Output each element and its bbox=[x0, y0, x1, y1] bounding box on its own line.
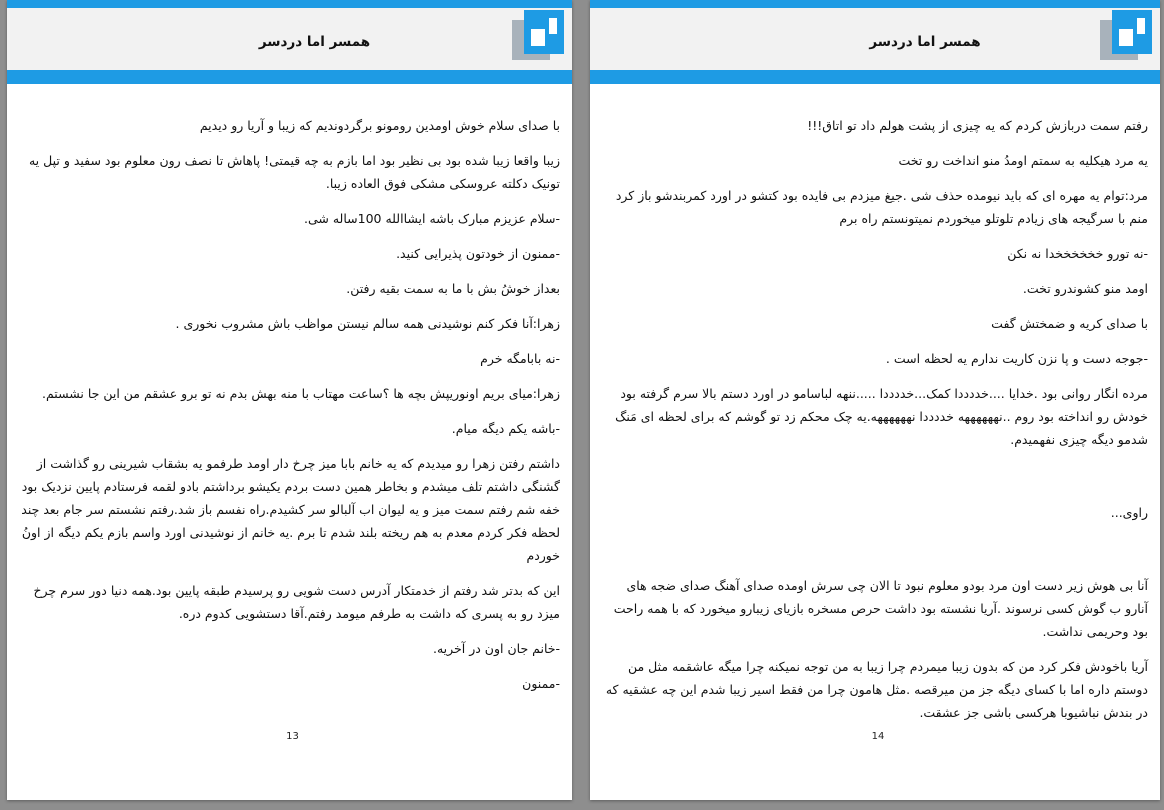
paragraph: -خانم جان اون در آخریه. bbox=[433, 641, 560, 656]
publisher-logo-icon bbox=[1100, 10, 1152, 60]
paragraph: آریا باخودش فکر کرد من که بدون زیبا میمردم چرا زیبا به من توجه نمیکنه چرا میگه عاشقمه مثل من دوستم داره اما با کسای دیگه جز من میرقصه .مثل هامون چرا من فقط اسیر زیبا شدم این چه عشقیه که در بندش نباشیوبا هرکسی باشی جز عشقت. bbox=[605, 659, 1148, 720]
paragraph: -نه تورو خخخخخخدا نه نکن bbox=[1007, 246, 1148, 261]
paragraph: بعداز خوشُ بش با ما به سمت بقیه رفتن. bbox=[346, 281, 560, 296]
paragraph: اومد منو کشوندرو تخت. bbox=[1022, 281, 1148, 296]
page-number: 14 bbox=[871, 731, 885, 742]
page-title: همسر اما دردسر bbox=[869, 34, 981, 50]
document-page-13 bbox=[7, 0, 572, 800]
paragraph: آنا بی هوش زیر دست اون مرد بودو معلوم نبود تا الان چی سرش اومده صدای آهنگ صدای ضجه های آنارو ب گوش کسی نرسوند .آریا نشسته بود داشت حرص مسخره بازیای زیبارو میخورد که با همه راحت بود وحریمی نداشت. bbox=[613, 578, 1148, 639]
spacer bbox=[602, 463, 1148, 501]
paragraph: زهرا:آنا فکر کنم نوشیدنی همه سالم نیستن مواظب باش مشروب نخوری . bbox=[175, 316, 560, 331]
paragraph: مرده انگار روانی بود .خدایا ....خددددا کمک...خددددا .....ننهه لباسامو در اورد دستم بالا سرم گرفته بود خودش رو انداخته بود روم ..نههههههه خددددا نههههههه.یه چک محکم زد تو گوشم که برای لحظه ای مَنگ شدمو دیگه چیزی نفهمیدم. bbox=[615, 386, 1148, 447]
page-header bbox=[590, 8, 1160, 70]
header-bottom-bar bbox=[590, 70, 1160, 84]
paragraph: زیبا واقعا زیبا شده بود بی نظیر بود اما بازم به چه قیمتی! پاهاش تا نصف رون معلوم بود سفید و تپل یه تونیک دکلته عروسکی مشکی فوق العاده زیبا. bbox=[28, 153, 560, 191]
paragraph: داشتم رفتن زهرا رو میدیدم که یه خانم بابا میز چرخ دار اومد طرفمو یه بشقاب شیرینی رو گذاشت از گشنگی داشتم تلف میشدم و بخاطر همین دست بردم یکیشو برداشتم بادو لقمه فرستادم پایین نزدیک بود خفه شم رفتم سمت میز و یه لیوان اب آلبالو سر کشیدم.راه نفسم باز شد.رفتم نشستم سر جام بعد چند لحظه فکر کردم معدم به هم ریخته بلند شدم تا برم .یه خانم از نوشیدنی اورد واسم بازم یکم دیگه از اونُ خوردم bbox=[21, 456, 560, 563]
paragraph: -سلام عزیزم مبارک باشه ایشاالله 100ساله شی. bbox=[303, 211, 560, 226]
narrator-heading: راوی... bbox=[1110, 505, 1148, 520]
page-body-text bbox=[19, 114, 560, 707]
paragraph: این که بدتر شد رفتم از خدمتکار آدرس دست شویی رو پرسیدم طبقه پایین بود.همه دنیا دور سرم چرخ میزد رو به پسری که داشت به طرفم میومد رفتم.آقا دستشویی کدوم دره. bbox=[33, 583, 560, 621]
spacer bbox=[602, 536, 1148, 574]
header-top-bar bbox=[590, 0, 1160, 8]
page-body-text bbox=[602, 114, 1148, 736]
paragraph: -نه بابامگه خرم bbox=[480, 351, 560, 366]
paragraph: با صدای کریه و ضمختش گفت bbox=[991, 316, 1148, 331]
paragraph: -جوجه دست و پا نزن کاریت ندارم یه لحظه است . bbox=[885, 351, 1148, 366]
page-number: 13 bbox=[286, 731, 299, 742]
publisher-logo-icon bbox=[512, 10, 564, 60]
page-header bbox=[7, 8, 572, 70]
page-title: همسر اما دردسر bbox=[258, 34, 371, 50]
paragraph: -ممنون از خودتون پذیرایی کنید. bbox=[396, 246, 560, 261]
document-page-14 bbox=[590, 0, 1160, 800]
paragraph: مرد:توام یه مهره ای که باید نیومده حذف شی .جیغ میزدم بی فایده بود کتشو در اورد کمربندشو باز کرد منم با سرگیجه های زیادم تلوتلو میخوردم نمیتونستم راه برم bbox=[615, 188, 1148, 226]
paragraph: -باشه یکم دیگه میام. bbox=[451, 421, 560, 436]
header-bottom-bar bbox=[7, 70, 572, 84]
paragraph: با صدای سلام خوش اومدین رومونو برگردوندیم که زیبا و آریا رو دیدیم bbox=[199, 118, 560, 133]
paragraph: -ممنون bbox=[522, 676, 560, 691]
header-top-bar bbox=[7, 0, 572, 8]
paragraph: زهرا:میای بریم اونوریپش بچه ها ؟ساعت مهتاب با منه بهش بدم نه تو برو عشقم من این جا نشستم. bbox=[42, 386, 560, 401]
paragraph: رفتم سمت دربازش کردم که یه چیزی از پشت هولم داد تو اتاق!!! bbox=[807, 118, 1148, 133]
paragraph: یه مرد هیکلیه به سمتم اومدُ منو انداخت رو تخت bbox=[898, 153, 1148, 168]
